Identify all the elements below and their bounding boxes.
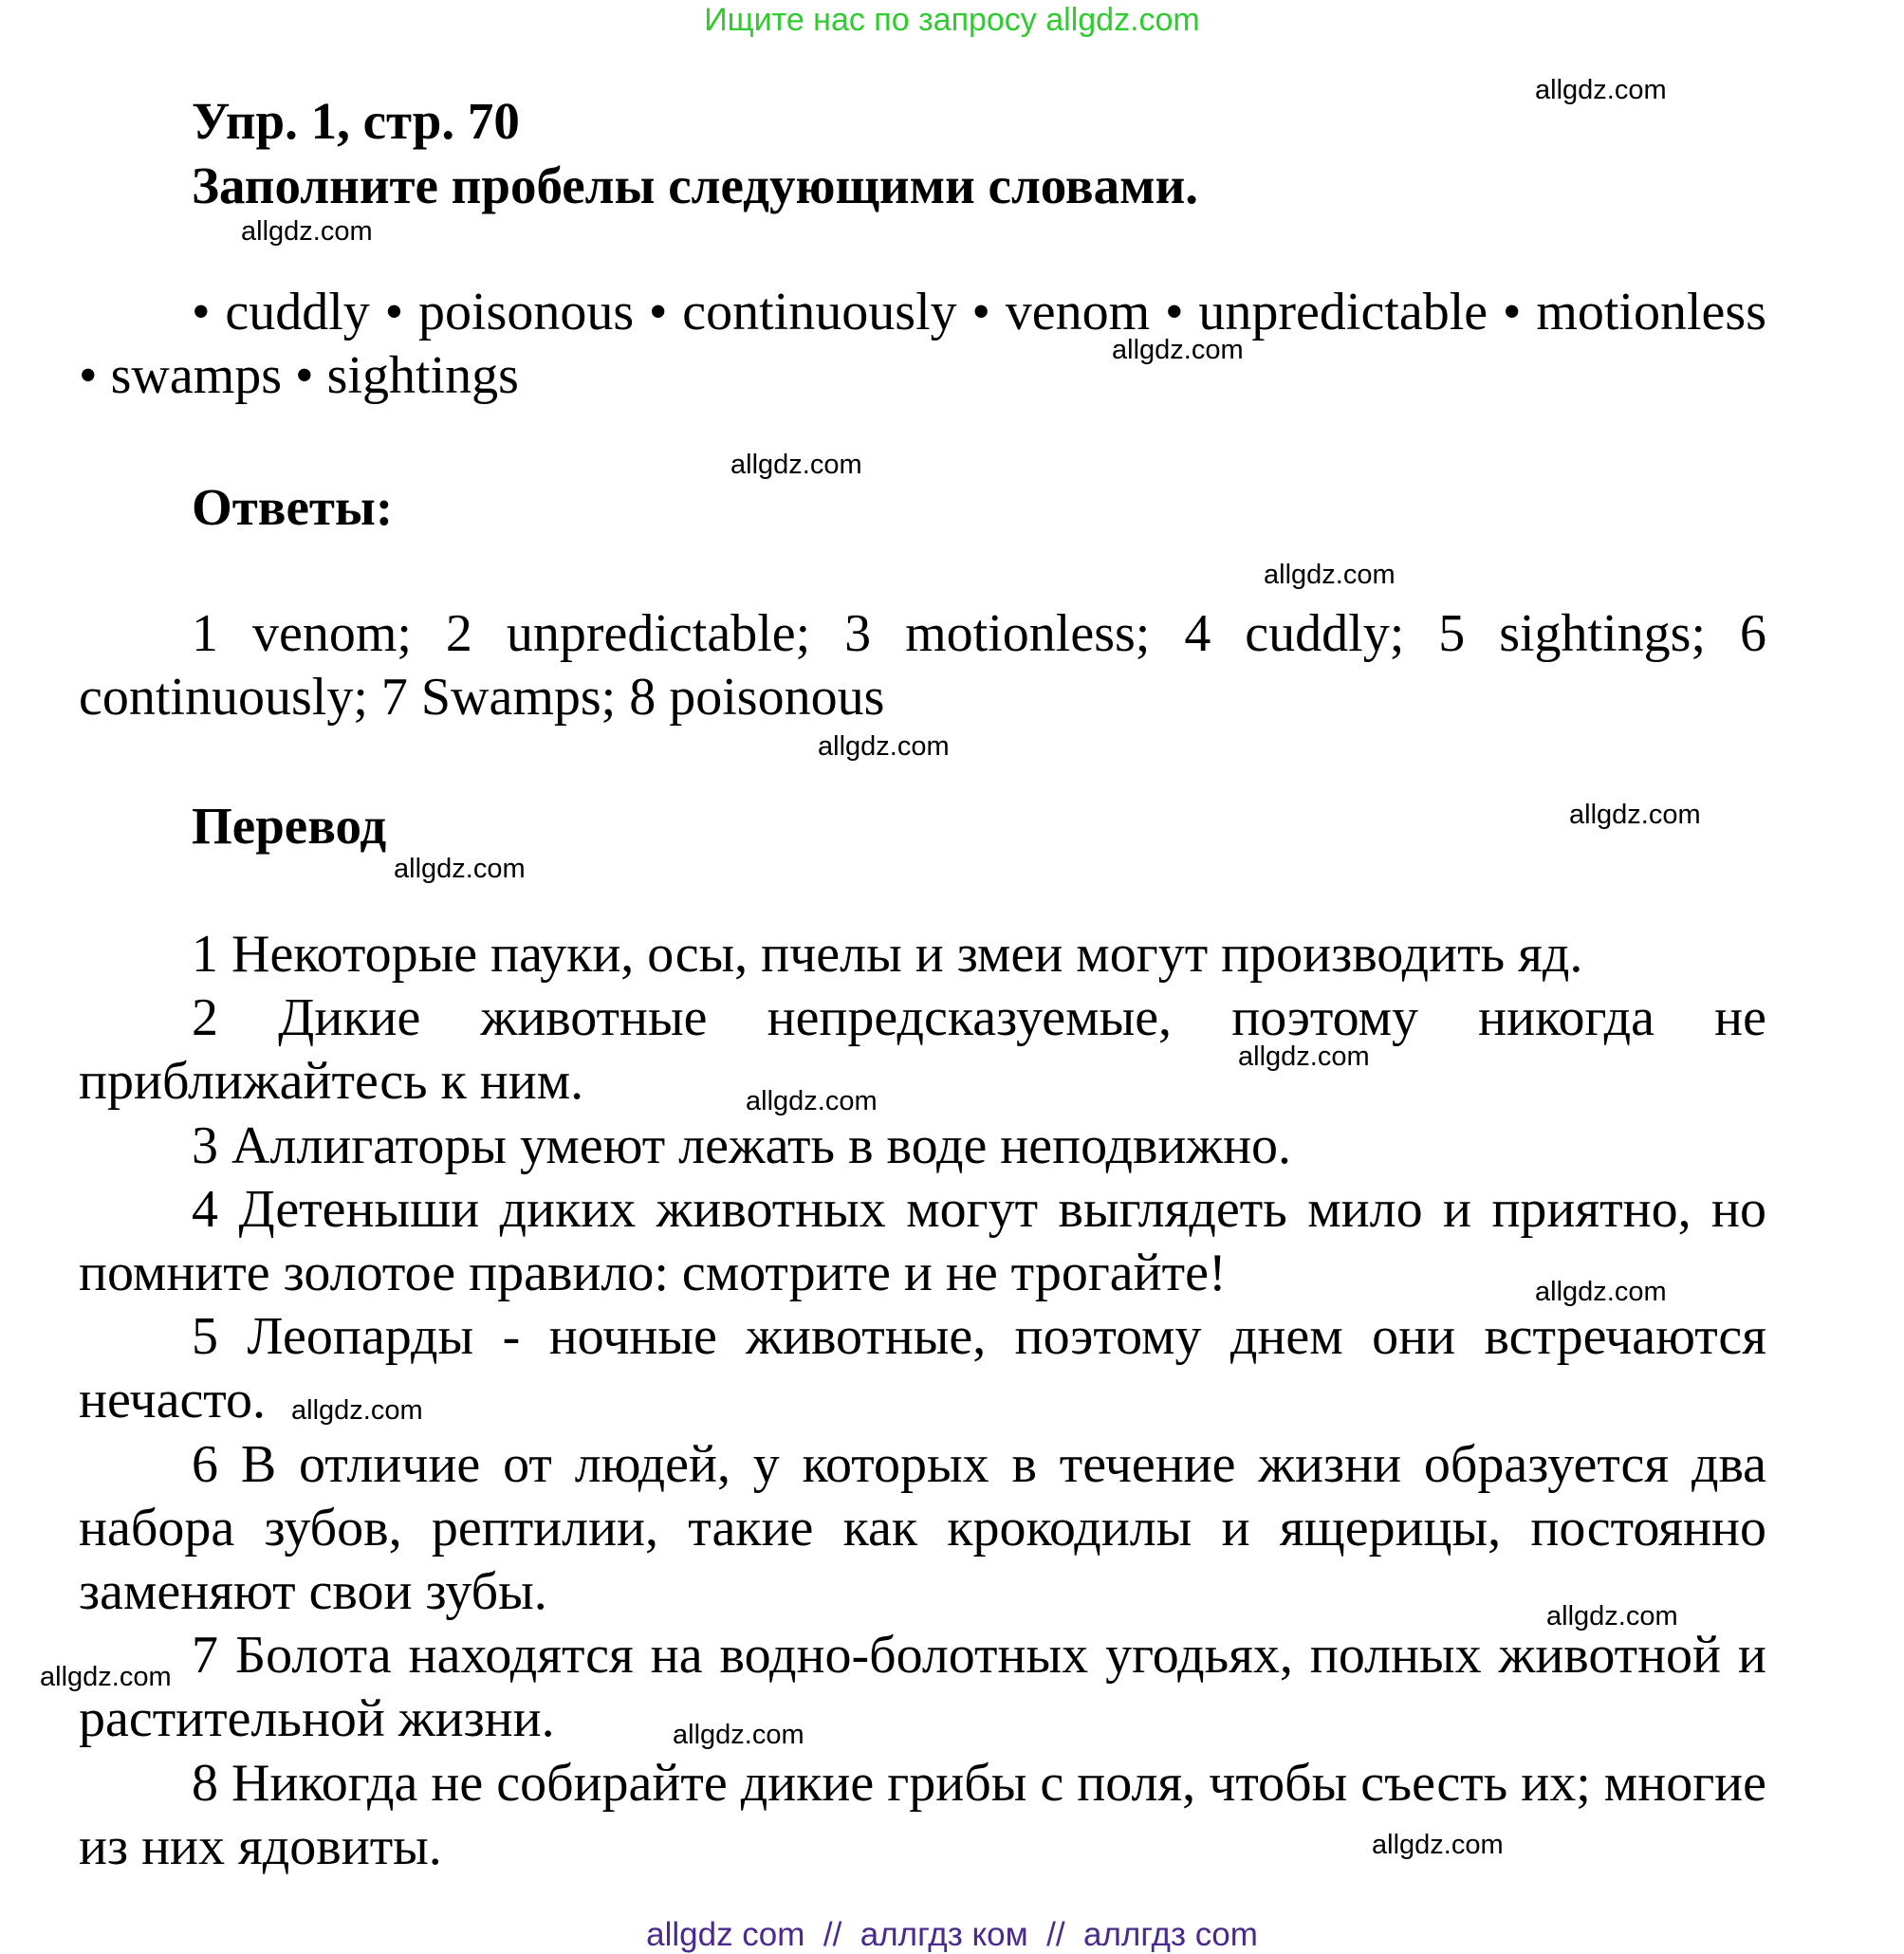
exercise-instruction: Заполните пробелы следующими словами. bbox=[192, 157, 1199, 214]
watermark: allgdz.com bbox=[241, 216, 373, 247]
watermark: allgdz.com bbox=[1569, 800, 1701, 830]
watermark: allgdz.com bbox=[818, 731, 950, 762]
translation-item: 1 Некоторые пауки, осы, пчелы и змеи могут производить яд. bbox=[192, 925, 1583, 984]
word-bank bbox=[79, 281, 1766, 408]
watermark: allgdz.com bbox=[1264, 560, 1396, 590]
answers-text: 1 venom; 2 unpredictable; 3 motionless; 4 cuddly; 5 sightings; 6 continuously; 7 Swamps; 8 poisonous bbox=[79, 604, 1766, 728]
watermark: allgdz.com bbox=[1238, 1042, 1370, 1072]
watermark: allgdz.com bbox=[1112, 335, 1244, 365]
watermark: allgdz.com bbox=[291, 1395, 423, 1426]
answers-heading: Ответы: bbox=[192, 478, 394, 536]
word-bank-text: • cuddly • poisonous • continuously • venom • unpredictable • motionless • swamps • sightings bbox=[79, 283, 1766, 406]
watermark: allgdz.com bbox=[746, 1086, 878, 1116]
search-ad-banner: Ищите нас по запросу allgdz.com bbox=[704, 2, 1200, 38]
translation-item: 4 Детеныши диких животных могут выглядеть мило и приятно, но помните золотое правило: смотрите и не трогайте! bbox=[79, 1179, 1766, 1303]
translation-item: 7 Болота находятся на водно-болотных угодьях, полных животной и растительной жизни. bbox=[79, 1626, 1766, 1749]
translation-item: 2 Дикие животные непредсказуемые, поэтому никогда не приближайтесь к ним. bbox=[79, 988, 1766, 1112]
exercise-title: Упр. 1, стр. 70 bbox=[192, 92, 520, 150]
watermark: allgdz.com bbox=[1546, 1601, 1678, 1631]
footer-links: allgdz com // аллгдз ком // аллгдз com bbox=[646, 1916, 1258, 1953]
translation-heading: Перевод bbox=[192, 797, 387, 855]
watermark: allgdz.com bbox=[1372, 1830, 1504, 1860]
watermark: allgdz.com bbox=[1535, 1277, 1667, 1307]
translation-item: 8 Никогда не собирайте дикие грибы с поля, чтобы съесть их; многие из них ядовиты. bbox=[79, 1753, 1766, 1876]
watermark: allgdz.com bbox=[394, 854, 526, 884]
answers bbox=[79, 602, 1766, 729]
watermark: allgdz.com bbox=[730, 450, 862, 480]
watermark: allgdz.com bbox=[40, 1662, 172, 1692]
translation-item: 3 Аллигаторы умеют лежать в воде неподвижно. bbox=[192, 1115, 1292, 1175]
translation-item: 6 В отличие от людей, у которых в течение жизни образуется два набора зубов, рептилии, такие как крокодилы и ящерицы, постоянно заменяют свои зубы. bbox=[79, 1434, 1766, 1622]
watermark: allgdz.com bbox=[673, 1720, 804, 1750]
watermark: allgdz.com bbox=[1535, 75, 1667, 105]
translation-item: 5 Леопарды - ночные животные, поэтому днем они встречаются нечасто. bbox=[79, 1307, 1766, 1430]
